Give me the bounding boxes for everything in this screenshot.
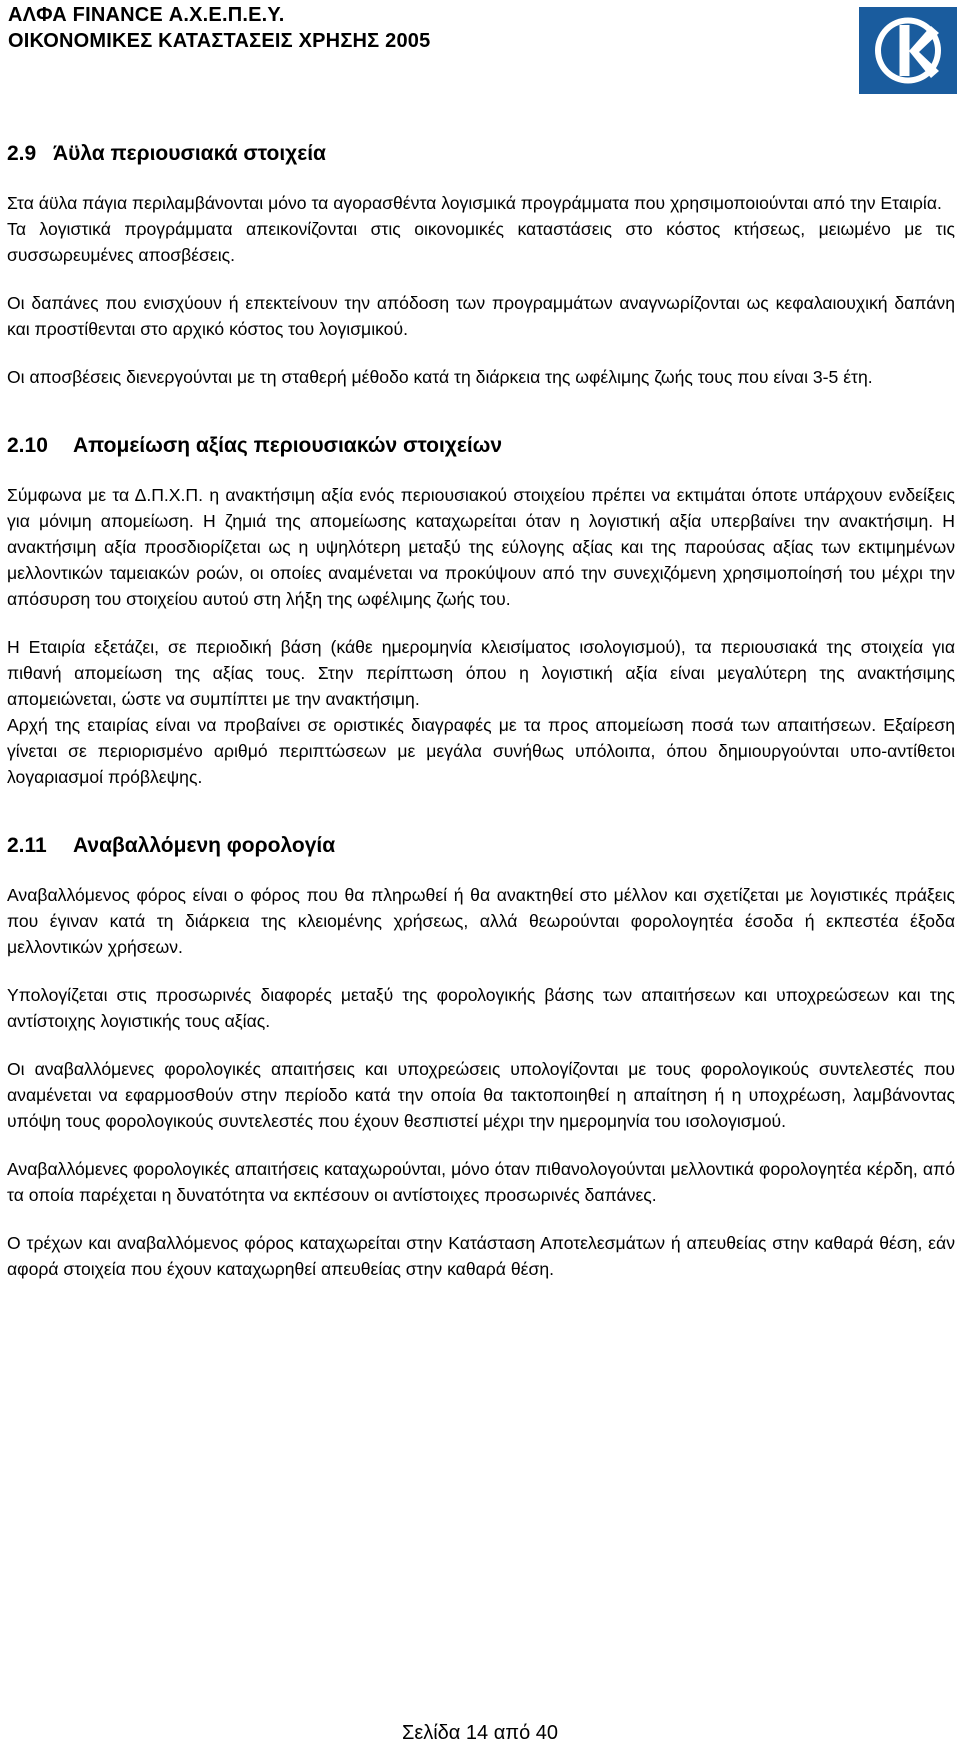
document-body xyxy=(7,140,955,1282)
alpha-bank-logo-icon xyxy=(859,7,957,94)
page-header xyxy=(8,2,828,54)
paragraph: Η Εταιρία εξετάζει, σε περιοδική βάση (κάθε ημερομηνία κλεισίματος ισολογισμού), τα περιουσιακά της στοιχεία για πιθανή απομείωση της αξίας τους. Στην περίπτωση όπου η λογιστική αξία είναι μεγαλύτερη της ανακτήσιμης απομειώνεται, ώστε να συμπίπτει με την ανακτήσιμη. xyxy=(7,637,955,709)
section-title: Άϋλα περιουσιακά στοιχεία xyxy=(53,142,326,165)
document-title: ΟΙΚΟΝΟΜΙΚΕΣ ΚΑΤΑΣΤΑΣΕΙΣ ΧΡΗΣΗΣ 2005 xyxy=(8,30,431,52)
section-2-11 xyxy=(7,832,955,1282)
section-heading xyxy=(7,832,955,860)
section-title: Αναβαλλόμενη φορολογία xyxy=(73,834,336,857)
section-number: 2.10 xyxy=(7,434,48,457)
section-2-9 xyxy=(7,140,955,390)
paragraph: Στα άϋλα πάγια περιλαμβάνονται μόνο τα αγορασθέντα λογισμικά προγράμματα που χρησιμοποιούνται από την Εταιρία. xyxy=(7,193,942,213)
paragraph: Αρχή της εταιρίας είναι να προβαίνει σε οριστικές διαγραφές με τα προς απομείωση ποσά των απαιτήσεων. Εξαίρεση γίνεται σε περιορισμένο αριθμό περιπτώσεων με μεγάλα συνήθως υπόλοιπα, όπου δημιουργούνται υπο-αντίθετοι λογαριασμοί πρόβλεψης. xyxy=(7,715,955,787)
section-2-10 xyxy=(7,432,955,790)
paragraph: Οι αποσβέσεις διενεργούνται με τη σταθερή μέθοδο κατά τη διάρκεια της ωφέλιμης ζωής τους που είναι 3-5 έτη. xyxy=(7,367,873,387)
paragraph: Ο τρέχων και αναβαλλόμενος φόρος καταχωρείται στην Κατάσταση Αποτελεσμάτων ή απευθείας στην καθαρά θέση, εάν αφορά στοιχεία που έχουν καταχωρηθεί απευθείας στην καθαρά θέση. xyxy=(7,1233,955,1279)
paragraph: Αναβαλλόμενος φόρος είναι ο φόρος που θα πληρωθεί ή θα ανακτηθεί στο μέλλον και σχετίζεται με λογιστικές πράξεις που έγιναν κατά τη διάρκεια της κλειομένης χρήσεως, αλλά θεωρούνται φορολογητέα έσοδα ή εκπεστέα έξοδα μελλοντικών χρήσεων. xyxy=(7,885,955,957)
section-heading xyxy=(7,140,955,168)
section-title: Απομείωση αξίας περιουσιακών στοιχείων xyxy=(73,434,503,457)
paragraph: Οι δαπάνες που ενισχύουν ή επεκτείνουν την απόδοση των προγραμμάτων αναγνωρίζονται ως κεφαλαιουχική δαπάνη και προστίθενται στο αρχικό κόστος του λογισμικού. xyxy=(7,293,955,339)
paragraph: Σύμφωνα με τα Δ.Π.Χ.Π. η ανακτήσιμη αξία ενός περιουσιακού στοιχείου πρέπει να εκτιμάται όποτε υπάρχουν ενδείξεις για μόνιμη απομείωση. Η ζημιά της απομείωσης καταχωρείται όταν η λογιστική αξία υπερβαίνει την ανακτήσιμη. Η ανακτήσιμη αξία προσδιορίζεται ως η υψηλότερη μεταξύ της εύλογης αξίας και της παρούσας αξίας των εκτιμημένων μελλοντικών ταμειακών ροών, οι οποίες αναμένεται να προκύψουν από την συνεχιζόμενη χρησιμοποίησή του μέχρι την απόσυρση του στοιχείου αυτού στη λήξη της ωφέλιμης ζωής του. xyxy=(7,485,955,609)
company-name: ΑΛΦΑ FINANCE Α.Χ.Ε.Π.Ε.Υ. xyxy=(8,4,285,26)
paragraph: Αναβαλλόμενες φορολογικές απαιτήσεις καταχωρούνται, μόνο όταν πιθανολογούνται μελλοντικά φορολογητέα κέρδη, από τα οποία παρέχεται η δυνατότητα να εκπέσουν οι αντίστοιχες προσωρινές δαπάνες. xyxy=(7,1159,955,1205)
paragraph: Τα λογιστικά προγράμματα απεικονίζονται στις οικονομικές καταστάσεις στο κόστος κτήσεως, μειωμένο με τις συσσωρευμένες αποσβέσεις. xyxy=(7,219,955,265)
section-number: 2.9 xyxy=(7,142,37,165)
page-number: Σελίδα 14 από 40 xyxy=(401,1722,559,1744)
section-heading xyxy=(7,432,955,460)
section-number: 2.11 xyxy=(7,834,47,857)
paragraph: Οι αναβαλλόμενες φορολογικές απαιτήσεις και υποχρεώσεις υπολογίζονται με τους φορολογικούς συντελεστές που αναμένεται να εφαρμοσθούν στην περίοδο κατά την οποία θα τακτοποιηθεί η απαίτηση ή η υποχρέωση, λαμβάνοντας υπόψη τους φορολογικούς συντελεστές που έχουν θεσπιστεί μέχρι την ημερομηνία του ισολογισμού. xyxy=(7,1059,955,1131)
paragraph: Υπολογίζεται στις προσωρινές διαφορές μεταξύ της φορολογικής βάσης των απαιτήσεων και υποχρεώσεων και της αντίστοιχης λογιστικής τους αξίας. xyxy=(7,985,955,1031)
